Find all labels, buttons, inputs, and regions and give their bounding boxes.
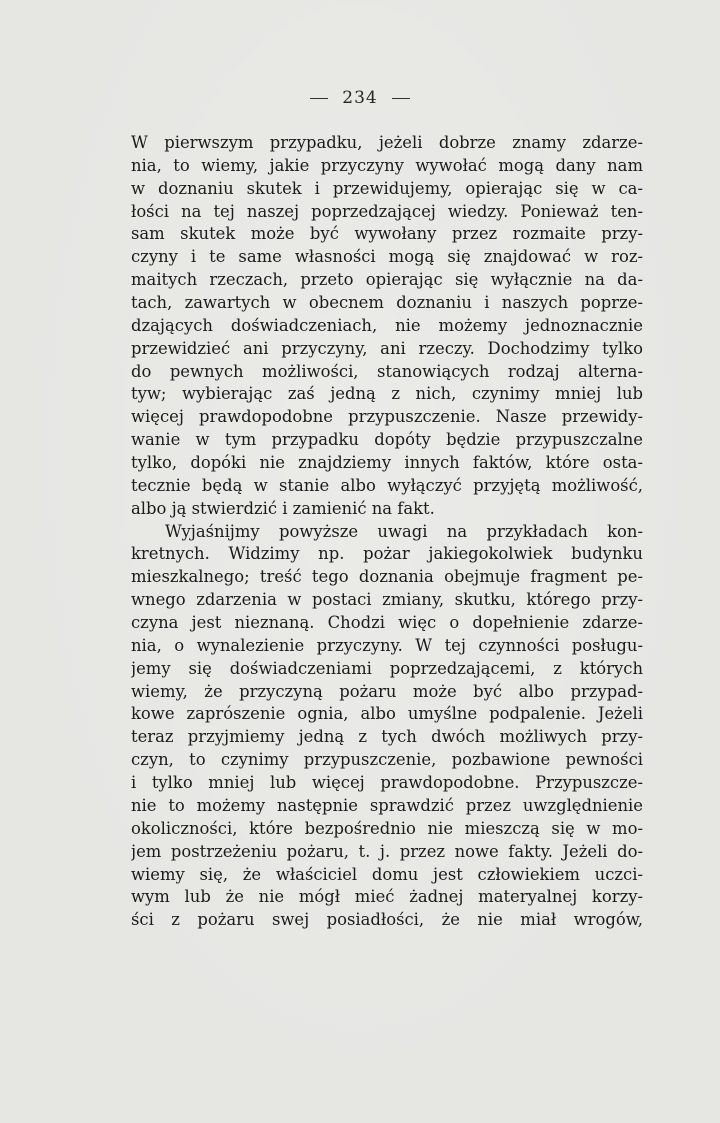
text-line: W pierwszym przypadku, jeżeli dobrze znamy zdarze- [131, 133, 643, 152]
text-line: teraz przyjmiemy jedną z tych dwóch możliwych przy- [131, 727, 643, 747]
text-line: tylko, dopóki nie znajdziemy innych faktów, które osta- [131, 453, 643, 473]
text-line: jemy się doświadczeniami poprzedzającemi, z których [131, 658, 643, 678]
text-line: ści z pożaru swej posiadłości, że nie miał wrogów, [131, 910, 643, 930]
body-text [131, 132, 643, 932]
text-line: czyny i te same własności mogą się znajdować w roz- [131, 247, 643, 267]
text-line: jem postrzeżeniu pożaru, t. j. przez nowe fakty. Jeżeli do- [131, 841, 643, 861]
text-line: wanie w tym przypadku dopóty będzie przypuszczalne [131, 430, 643, 450]
text-line: tach, zawartych w obecnem doznaniu i naszych poprze- [131, 293, 643, 313]
text-line: łości na tej naszej poprzedzającej wiedzy. Ponieważ ten- [131, 201, 643, 221]
paragraph-1 [131, 132, 643, 521]
text-line: czyn, to czynimy przypuszczenie, pozbawione pewności [131, 750, 643, 770]
text-line: czyna jest nieznaną. Chodzi więc o dopełnienie zdarze- [131, 613, 643, 633]
text-line: w doznaniu skutek i przewidujemy, opierając się w ca- [131, 178, 643, 198]
text-line: okoliczności, które bezpośrednio nie mieszczą się w mo- [131, 818, 643, 838]
page-header [0, 88, 720, 108]
text-line: mieszkalnego; treść tego doznania obejmuje fragment pe- [131, 567, 643, 587]
text-line: do pewnych możliwości, stanowiących rodzaj alterna- [131, 361, 643, 381]
text-line: maitych rzeczach, przeto opierając się wyłącznie na da- [131, 270, 643, 290]
text-line: nie to możemy następnie sprawdzić przez uwzględnienie [131, 795, 643, 815]
text-line: kowe zaprószenie ognia, albo umyślne podpalenie. Jeżeli [131, 704, 643, 724]
header-dash-left [310, 98, 328, 99]
text-line: przewidzieć ani przyczyny, ani rzeczy. Dochodzimy tylko [131, 338, 643, 358]
text-line: wiemy, że przyczyną pożaru może być albo przypad- [131, 681, 643, 701]
text-line: wiemy się, że właściciel domu jest człowiekiem uczci- [131, 864, 643, 884]
header-dash-right [392, 98, 410, 99]
text-line: wym lub że nie mógł mieć żadnej materyalnej korzy- [131, 887, 643, 907]
text-line: Wyjaśnijmy powyższe uwagi na przykładach kon- [165, 521, 643, 541]
text-line: nia, to wiemy, jakie przyczyny wywołać mogą dany nam [131, 155, 643, 175]
text-line: wnego zdarzenia w postaci zmiany, skutku, którego przy- [131, 590, 643, 610]
text-line: kretnych. Widzimy np. pożar jakiegokolwiek budynku [131, 544, 643, 564]
text-line: sam skutek może być wywołany przez rozmaite przy- [131, 224, 643, 244]
text-line: nia, o wynalezienie przyczyny. W tej czynności posługu- [131, 635, 643, 655]
page-number: 234 [342, 88, 378, 108]
text-line: dzających doświadczeniach, nie możemy jednoznacznie [131, 315, 643, 335]
text-line: tecznie będą w stanie albo wyłączyć przyjętą możliwość, [131, 475, 643, 495]
text-line: albo ją stwierdzić i zamienić na fakt. [131, 498, 435, 518]
text-line: i tylko mniej lub więcej prawdopodobne. Przypuszcze- [131, 773, 643, 793]
text-line: więcej prawdopodobne przypuszczenie. Nasze przewidy- [131, 407, 643, 427]
text-line: tyw; wybierając zaś jedną z nich, czynimy mniej lub [131, 384, 643, 404]
paragraph-2 [131, 521, 643, 932]
